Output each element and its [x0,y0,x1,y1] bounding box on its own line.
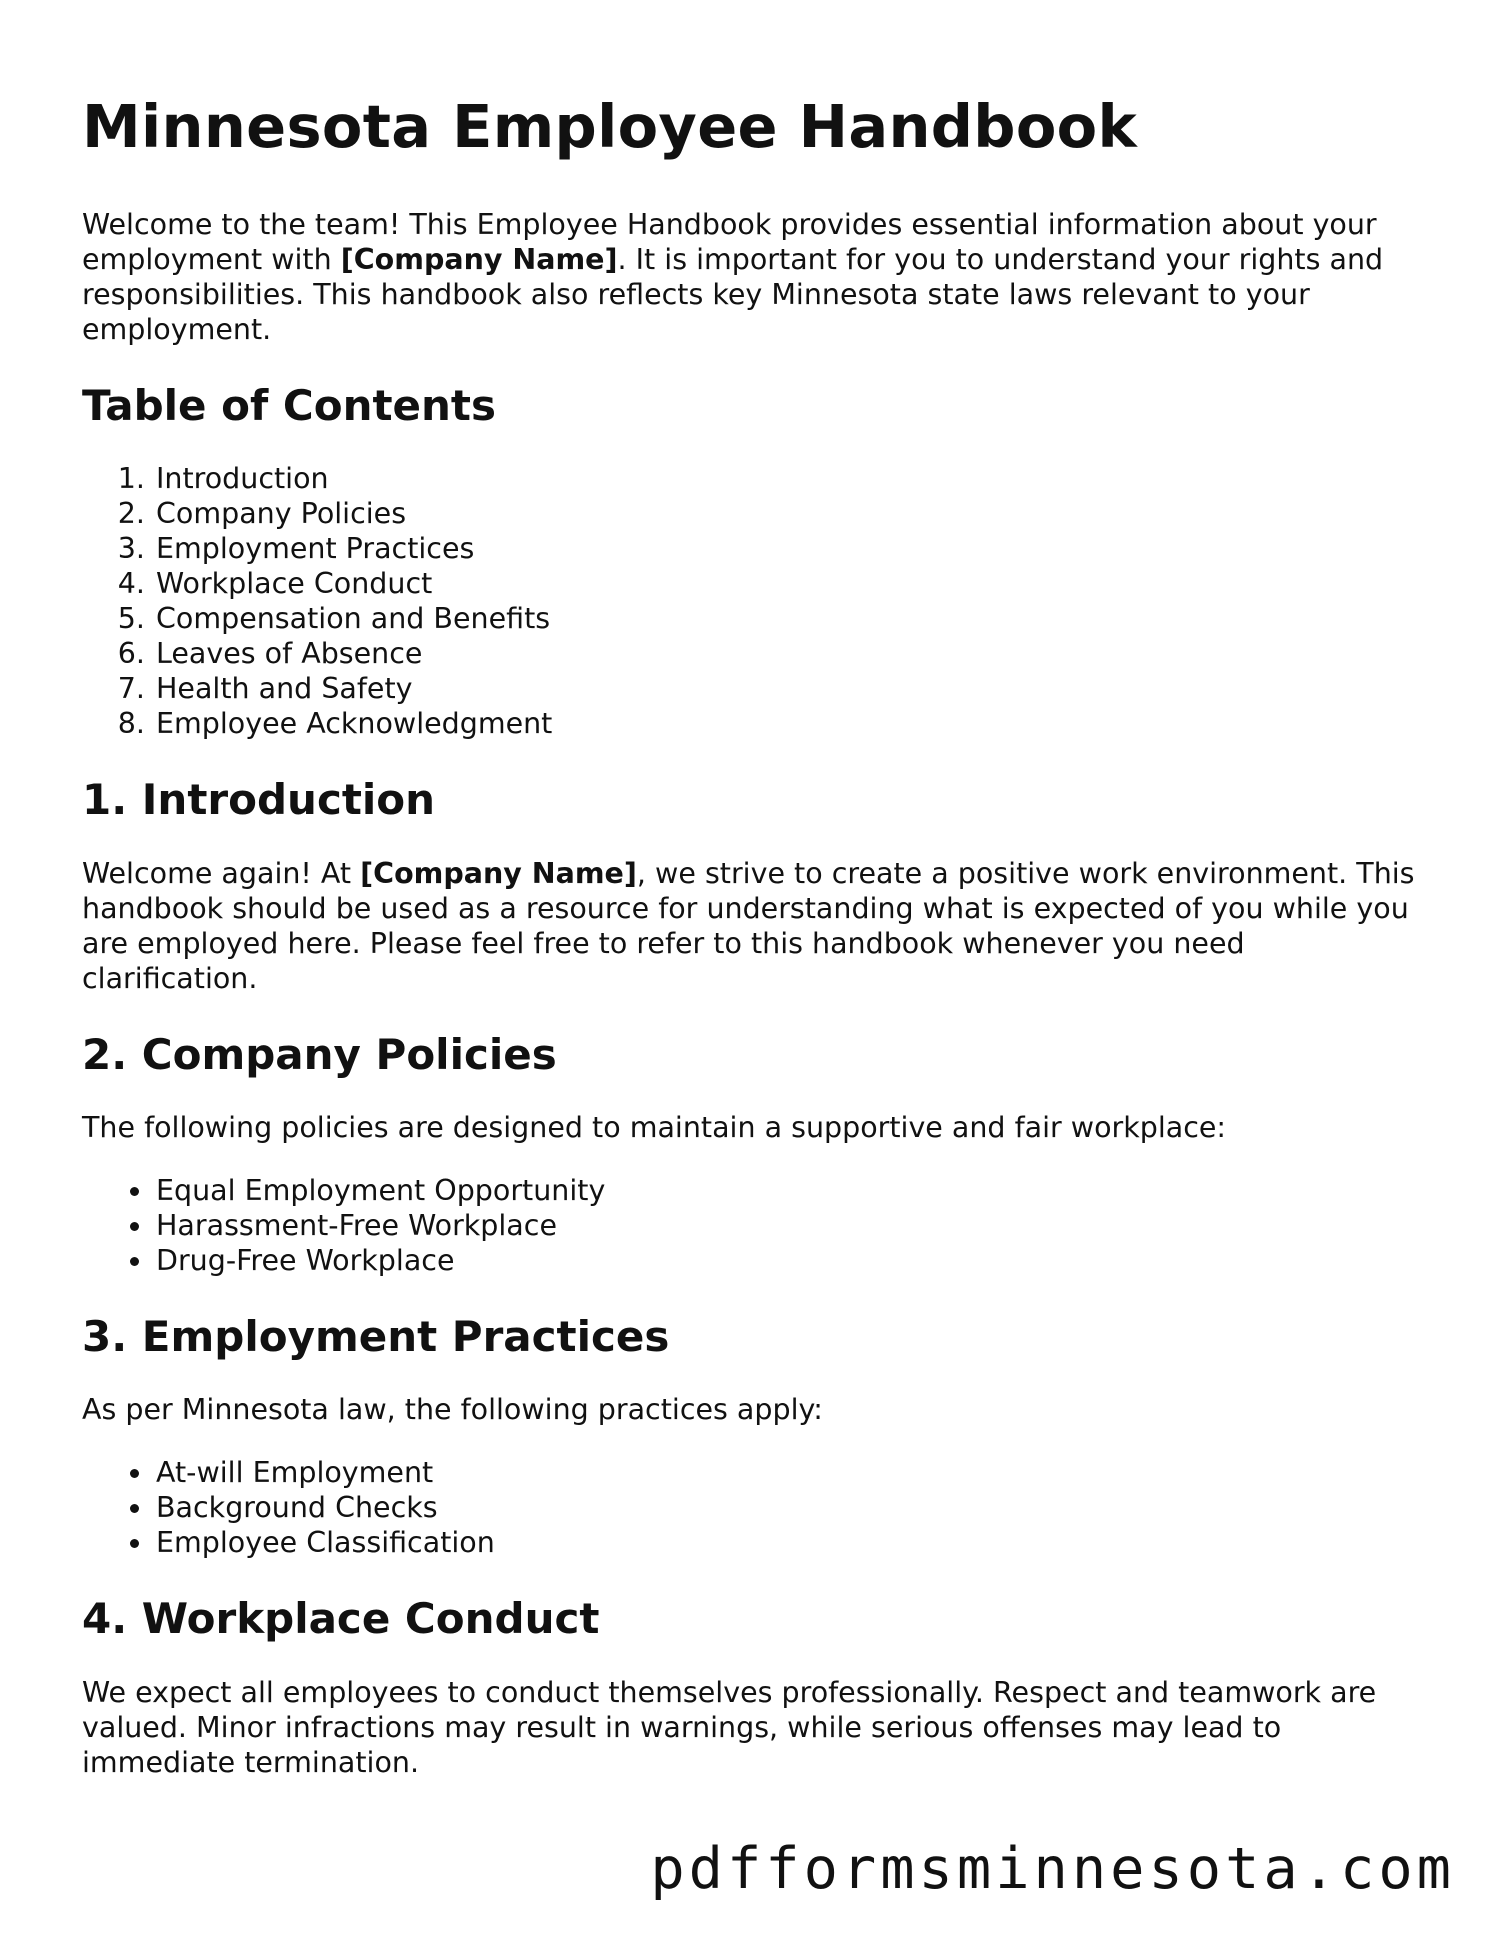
section-introduction-heading: 1. Introduction [82,775,436,825]
company-name-placeholder: [Company Name] [360,856,637,890]
list-item: • Equal Employment Opportunity [154,1173,1422,1208]
toc-list [82,461,1422,741]
toc-item: 8. Employee Acknowledgment [154,706,1422,741]
list-item: • Employee Classification [154,1525,1422,1560]
site-watermark: pdfformsminnesota.com [650,1836,1455,1902]
toc-item: 5. Compensation and Benefits [154,601,1422,636]
company-name-placeholder: [Company Name] [340,242,618,276]
section-company-policies-text: The following policies are designed to maintain a supportive and fair workplace: [82,1110,1227,1144]
list-item: • Harassment-Free Workplace [154,1208,1422,1243]
toc-item: 6. Leaves of Absence [154,636,1422,671]
section-employment-practices-text: As per Minnesota law, the following practices apply: [82,1393,823,1427]
section-introduction-after: , we strive to create a positive work environment. This handbook should be used as a resource for understanding what is expected of you while you are employed here. Please feel free to refer to this handbook whenever you need clarification. [82,856,1415,995]
section-workplace-conduct-heading: 4. Workplace Conduct [82,1594,600,1644]
page-title: Minnesota Employee Handbook [82,92,1138,161]
company-policies-list [82,1173,1422,1278]
document-page [82,92,1422,1780]
section-introduction-paragraph [82,856,1422,996]
list-item: • Drug-Free Workplace [154,1243,1422,1278]
toc-heading: Table of Contents [82,380,497,430]
list-item: • At-will Employment [154,1455,1422,1490]
section-workplace-conduct-text: We expect all employees to conduct themselves professionally. Respect and teamwork are valued. Minor infractions may result in warnings, while serious offenses may lead to immediate termination. [82,1675,1377,1779]
section-employment-practices-heading: 3. Employment Practices [82,1311,670,1361]
section-introduction-before: Welcome again! At [82,856,361,890]
section-company-policies-heading: 2. Company Policies [82,1029,557,1079]
toc-item: 7. Health and Safety [154,671,1422,706]
toc-item: 3. Employment Practices [154,531,1422,566]
intro-paragraph [82,207,1422,347]
toc-item: 4. Workplace Conduct [154,566,1422,601]
toc-item: 1. Introduction [154,461,1422,496]
intro-text-after: . It is important for you to understand your rights and responsibilities. This handbook also reflects key Minnesota state laws relevant to your employment. [82,242,1384,346]
list-item: • Background Checks [154,1490,1422,1525]
intro-text-before: Welcome to the team! This Employee Handbook provides essential information about your employment with [82,207,1377,276]
employment-practices-list [82,1455,1422,1560]
toc-item: 2. Company Policies [154,496,1422,531]
